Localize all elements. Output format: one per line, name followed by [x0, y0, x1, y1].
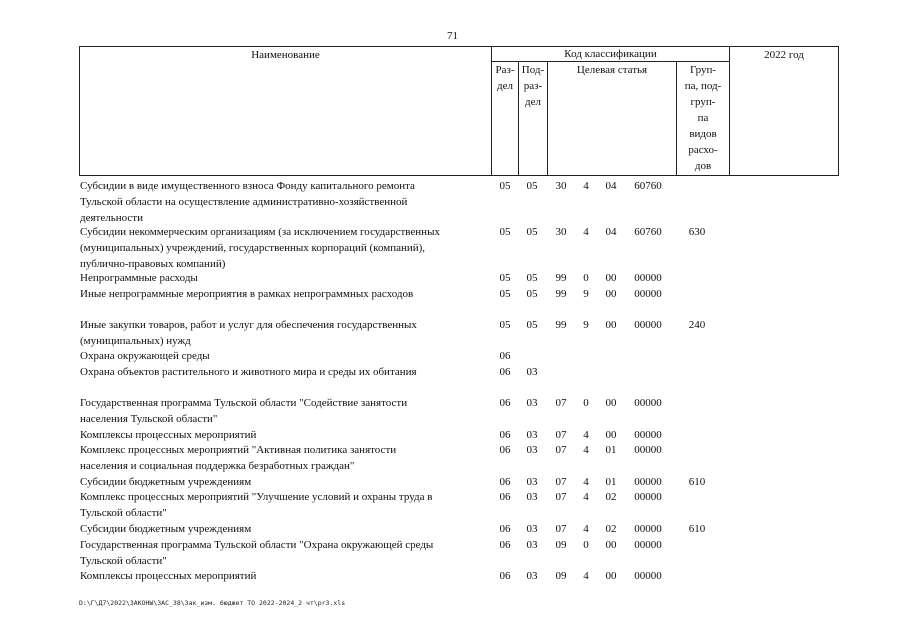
- table-row: Комплекс процессных мероприятий "Улучшение условий и охраны труда в Тульской области": [80, 491, 433, 519]
- table-row: Иные закупки товаров, работ и услуг для обеспечения государственных (муниципальных) нужд: [80, 319, 417, 347]
- cell-target-event: 00: [605, 570, 617, 582]
- table-row: Субсидии бюджетным учреждениям: [80, 476, 252, 488]
- cell-target-event: 00: [605, 319, 617, 331]
- cell-section: 06: [499, 350, 511, 362]
- table-row: Комплекс процессных мероприятий "Активная политика занятости населения и социальная поддержка безработных граждан": [80, 444, 397, 472]
- header-subsection: Под- раз- дел: [519, 62, 548, 176]
- cell-target-subprogram: 4: [583, 429, 589, 441]
- cell-target-event: 01: [605, 476, 617, 488]
- cell-section: 05: [499, 288, 511, 300]
- cell-target-direction: 00000: [634, 272, 662, 284]
- cell-subsection: 03: [526, 444, 538, 456]
- cell-target-program: 07: [555, 444, 567, 456]
- cell-subsection: 05: [526, 180, 538, 192]
- cell-target-program: 99: [555, 319, 567, 331]
- cell-section: 05: [499, 272, 511, 284]
- cell-subsection: 03: [526, 491, 538, 503]
- table-row: Комплексы процессных мероприятий: [80, 570, 257, 582]
- cell-expense-group: 610: [688, 476, 706, 488]
- table-row: Государственная программа Тульской области "Содействие занятости населения Тульской области": [80, 397, 408, 425]
- table-row: Субсидии бюджетным учреждениям: [80, 523, 252, 535]
- cell-target-subprogram: 0: [583, 397, 589, 409]
- cell-target-subprogram: 4: [583, 476, 589, 488]
- cell-section: 06: [499, 523, 511, 535]
- cell-target-subprogram: 4: [583, 444, 589, 456]
- cell-target-direction: 00000: [634, 288, 662, 300]
- header-target-article: Целевая статья: [548, 62, 677, 176]
- cell-target-program: 07: [555, 491, 567, 503]
- cell-target-event: 00: [605, 429, 617, 441]
- cell-subsection: 03: [526, 523, 538, 535]
- cell-section: 06: [499, 429, 511, 441]
- cell-expense-group: 630: [688, 226, 706, 238]
- cell-section: 06: [499, 476, 511, 488]
- header-code-group: Код классификации: [492, 47, 730, 62]
- cell-target-event: 00: [605, 288, 617, 300]
- cell-target-program: 99: [555, 272, 567, 284]
- cell-target-program: 30: [555, 226, 567, 238]
- cell-target-subprogram: 4: [583, 180, 589, 192]
- cell-subsection: 03: [526, 429, 538, 441]
- cell-target-program: 09: [555, 539, 567, 551]
- cell-subsection: 05: [526, 272, 538, 284]
- cell-section: 05: [499, 226, 511, 238]
- cell-target-direction: 60760: [634, 180, 662, 192]
- header-year: 2022 год: [730, 47, 839, 176]
- table-row: Непрограммные расходы: [80, 272, 198, 284]
- cell-target-event: 04: [605, 226, 617, 238]
- cell-section: 05: [499, 319, 511, 331]
- cell-subsection: 05: [526, 319, 538, 331]
- cell-target-direction: 00000: [634, 539, 662, 551]
- cell-target-program: 99: [555, 288, 567, 300]
- table-row: Охрана объектов растительного и животного мира и среды их обитания: [80, 366, 417, 378]
- cell-section: 06: [499, 444, 511, 456]
- cell-target-event: 00: [605, 272, 617, 284]
- cell-target-subprogram: 0: [583, 272, 589, 284]
- cell-target-direction: 60760: [634, 226, 662, 238]
- cell-target-subprogram: 9: [583, 288, 589, 300]
- table-row: Комплексы процессных мероприятий: [80, 429, 257, 441]
- table-row: Субсидии в виде имущественного взноса Фонду капитального ремонта Тульской области на осуществление административно-хозяйственной деятельности: [80, 180, 415, 224]
- cell-target-event: 02: [605, 491, 617, 503]
- cell-target-program: 30: [555, 180, 567, 192]
- cell-target-direction: 00000: [634, 570, 662, 582]
- table-row: Государственная программа Тульской области "Охрана окружающей среды Тульской области": [80, 539, 434, 567]
- cell-target-subprogram: 4: [583, 226, 589, 238]
- table-row: Охрана окружающей среды: [80, 350, 210, 362]
- cell-target-program: 07: [555, 397, 567, 409]
- cell-subsection: 03: [526, 476, 538, 488]
- table-header: [79, 46, 839, 176]
- header-name: Наименование: [80, 47, 492, 176]
- cell-target-event: 01: [605, 444, 617, 456]
- cell-section: 06: [499, 539, 511, 551]
- cell-section: 06: [499, 366, 511, 378]
- cell-target-subprogram: 4: [583, 570, 589, 582]
- cell-target-event: 00: [605, 397, 617, 409]
- cell-target-subprogram: 4: [583, 491, 589, 503]
- cell-target-subprogram: 4: [583, 523, 589, 535]
- footer-file-path: D:\Г\Д7\2022\ЗАКОНЫ\ЗАС_38\Зак_изм. бюджет ТО 2022-2024_2 чт\pr3.xls: [79, 599, 346, 607]
- cell-section: 06: [499, 491, 511, 503]
- cell-target-event: 02: [605, 523, 617, 535]
- cell-subsection: 05: [526, 226, 538, 238]
- cell-target-direction: 00000: [634, 491, 662, 503]
- header-section: Раз- дел: [492, 62, 519, 176]
- cell-target-event: 00: [605, 539, 617, 551]
- cell-expense-group: 610: [688, 523, 706, 535]
- cell-subsection: 03: [526, 539, 538, 551]
- cell-subsection: 03: [526, 366, 538, 378]
- page-number: 71: [447, 30, 458, 42]
- cell-section: 06: [499, 397, 511, 409]
- table-row: Иные непрограммные мероприятия в рамках непрограммных расходов: [80, 288, 414, 300]
- cell-target-direction: 00000: [634, 429, 662, 441]
- cell-target-direction: 00000: [634, 397, 662, 409]
- header-expense-group: Груп- па, под- груп- па видов расхо- дов: [677, 62, 730, 176]
- cell-target-program: 07: [555, 476, 567, 488]
- cell-target-direction: 00000: [634, 444, 662, 456]
- cell-subsection: 05: [526, 288, 538, 300]
- cell-target-program: 09: [555, 570, 567, 582]
- cell-target-event: 04: [605, 180, 617, 192]
- cell-subsection: 03: [526, 397, 538, 409]
- cell-subsection: 03: [526, 570, 538, 582]
- cell-target-program: 07: [555, 523, 567, 535]
- cell-section: 06: [499, 570, 511, 582]
- cell-target-subprogram: 0: [583, 539, 589, 551]
- table-row: Субсидии некоммерческим организациям (за исключением государственных (муниципальных) учреждений, государственных корпораций (компаний), публично-правовых компаний): [80, 226, 440, 270]
- cell-target-direction: 00000: [634, 319, 662, 331]
- cell-target-direction: 00000: [634, 476, 662, 488]
- cell-expense-group: 240: [688, 319, 706, 331]
- cell-section: 05: [499, 180, 511, 192]
- cell-target-program: 07: [555, 429, 567, 441]
- cell-target-direction: 00000: [634, 523, 662, 535]
- cell-target-subprogram: 9: [583, 319, 589, 331]
